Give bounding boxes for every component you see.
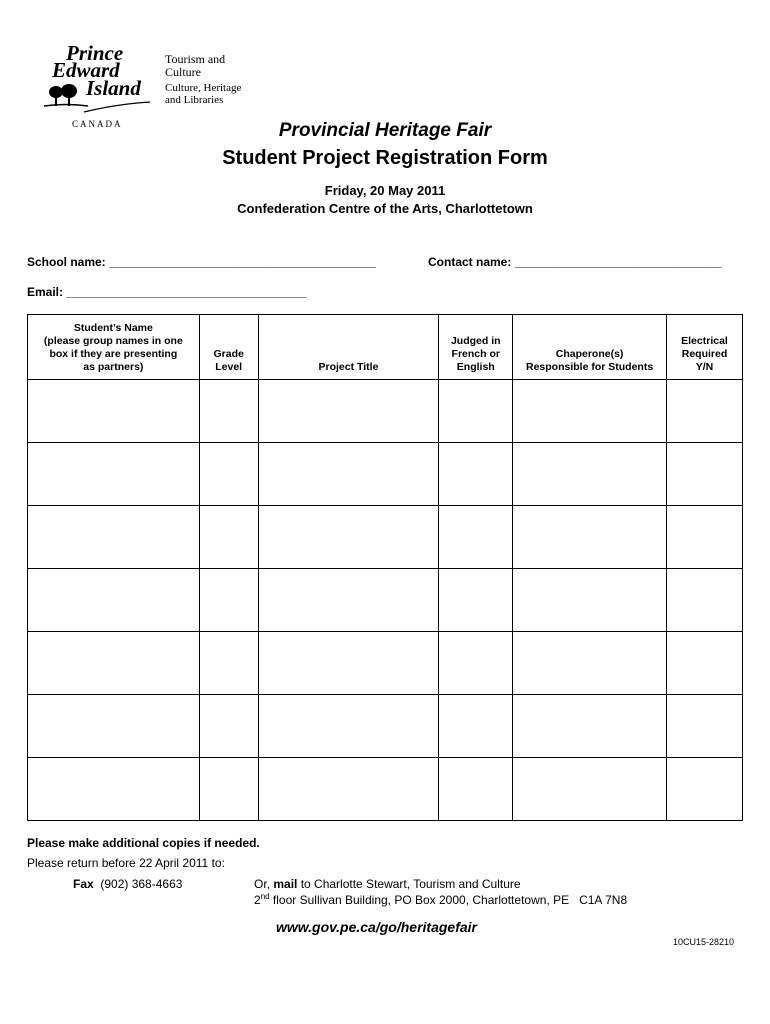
contact-name-blank: _______________________________ — [514, 255, 722, 269]
header-line: Grade — [213, 348, 244, 360]
table-row — [28, 569, 743, 632]
cell-electrical[interactable] — [667, 695, 743, 758]
dept-line-1: Tourism and — [165, 52, 226, 66]
cell-chaperones[interactable] — [513, 632, 667, 695]
event-venue: Confederation Centre of the Arts, Charlottetown — [237, 201, 533, 216]
cell-grade-level[interactable] — [199, 506, 258, 569]
fax-number: (902) 368-4663 — [100, 877, 183, 891]
cell-electrical[interactable] — [667, 443, 743, 506]
cell-judged-language[interactable] — [439, 443, 513, 506]
cell-student-name[interactable] — [28, 695, 200, 758]
address-line — [254, 892, 627, 907]
logo-line-island: Island — [86, 76, 141, 100]
header-line: Required — [681, 348, 728, 360]
cell-electrical[interactable] — [667, 380, 743, 443]
cell-grade-level[interactable] — [199, 443, 258, 506]
cell-project-title[interactable] — [258, 380, 439, 443]
registration-table — [27, 314, 743, 821]
return-note: Please return before 22 April 2011 to: — [27, 856, 225, 870]
page-title: Provincial Heritage Fair — [278, 120, 492, 141]
header-chaperones — [513, 315, 667, 380]
logo-line-prince: Prince — [66, 41, 124, 65]
table-row — [28, 443, 743, 506]
school-name-label: School name: — [27, 255, 106, 269]
email-field[interactable] — [27, 285, 307, 299]
cell-chaperones[interactable] — [513, 758, 667, 821]
header-electrical — [667, 315, 743, 380]
form-code: 10CU15-28210 — [673, 937, 735, 947]
header-line: as partners) — [83, 361, 144, 373]
header-line: Project Title — [318, 361, 379, 373]
cell-electrical[interactable] — [667, 632, 743, 695]
table-row — [28, 380, 743, 443]
header-grade-level — [199, 315, 258, 380]
header-line: Responsible for Students — [526, 361, 654, 373]
header-line: Electrical — [681, 335, 728, 347]
cell-student-name[interactable] — [28, 443, 200, 506]
pei-logo — [42, 41, 152, 132]
or-text: Or, — [254, 877, 274, 891]
header-line: French or — [451, 348, 500, 360]
email-label: Email: — [27, 285, 64, 299]
cell-project-title[interactable] — [258, 758, 439, 821]
header-line: box if they are presenting — [49, 348, 178, 360]
cell-student-name[interactable] — [28, 758, 200, 821]
header-line: English — [456, 361, 495, 373]
logo-swash-icon — [82, 100, 152, 116]
table-row — [28, 632, 743, 695]
cell-project-title[interactable] — [258, 506, 439, 569]
fax-label: Fax — [73, 877, 94, 891]
table-row — [28, 506, 743, 569]
cell-judged-language[interactable] — [439, 695, 513, 758]
table-body — [28, 380, 743, 821]
mail-line — [254, 877, 521, 891]
contact-name-label: Contact name: — [428, 255, 512, 269]
fax-line — [73, 877, 182, 891]
floor-suffix: nd — [260, 892, 270, 901]
school-name-blank: ________________________________________ — [109, 255, 376, 269]
dept-line-3: Culture, Heritage — [165, 82, 242, 94]
table-row — [28, 695, 743, 758]
header-line: Y/N — [695, 361, 714, 373]
cell-grade-level[interactable] — [199, 758, 258, 821]
cell-project-title[interactable] — [258, 443, 439, 506]
cell-electrical[interactable] — [667, 506, 743, 569]
mailing-address: floor Sullivan Building, PO Box 2000, Charlottetown, PE C1A 7N8 — [269, 893, 628, 907]
table-row — [28, 758, 743, 821]
cell-chaperones[interactable] — [513, 506, 667, 569]
cell-chaperones[interactable] — [513, 569, 667, 632]
heritage-fair-link[interactable]: www.gov.pe.ca/go/heritagefair — [276, 919, 477, 935]
cell-judged-language[interactable] — [439, 758, 513, 821]
cell-chaperones[interactable] — [513, 443, 667, 506]
header-line: (please group names in one — [43, 335, 183, 347]
header-line: Level — [215, 361, 243, 373]
cell-judged-language[interactable] — [439, 380, 513, 443]
cell-grade-level[interactable] — [199, 380, 258, 443]
cell-electrical[interactable] — [667, 569, 743, 632]
header-line: Judged in — [450, 335, 501, 347]
dept-line-4: and Libraries — [165, 94, 224, 106]
floor-number: 2 — [254, 893, 261, 907]
cell-student-name[interactable] — [28, 632, 200, 695]
cell-judged-language[interactable] — [439, 569, 513, 632]
cell-grade-level[interactable] — [199, 632, 258, 695]
table-header-row — [28, 315, 743, 380]
cell-project-title[interactable] — [258, 632, 439, 695]
department-block — [165, 53, 241, 106]
cell-grade-level[interactable] — [199, 695, 258, 758]
cell-electrical[interactable] — [667, 758, 743, 821]
dept-line-2: Culture — [165, 65, 201, 79]
logo-line-edward: Edward — [52, 58, 120, 82]
email-blank: ____________________________________ — [66, 285, 307, 299]
header-line: Chaperone(s) — [555, 348, 624, 360]
header-judged-language — [439, 315, 513, 380]
event-date: Friday, 20 May 2011 — [324, 183, 446, 198]
cell-grade-level[interactable] — [199, 569, 258, 632]
header-line: Student’s Name — [73, 322, 153, 334]
cell-student-name[interactable] — [28, 380, 200, 443]
cell-chaperones[interactable] — [513, 380, 667, 443]
cell-judged-language[interactable] — [439, 506, 513, 569]
copies-note: Please make additional copies if needed. — [27, 836, 260, 850]
contact-name-field[interactable] — [428, 255, 722, 269]
header-student-name — [28, 315, 200, 380]
header-project-title — [258, 315, 439, 380]
school-name-field[interactable] — [27, 255, 376, 269]
logo-canada: CANADA — [72, 119, 123, 129]
cell-student-name[interactable] — [28, 569, 200, 632]
cell-project-title[interactable] — [258, 569, 439, 632]
mail-recipient: to Charlotte Stewart, Tourism and Culture — [297, 877, 521, 891]
mail-word: mail — [273, 877, 298, 891]
cell-judged-language[interactable] — [439, 632, 513, 695]
form-title: Student Project Registration Form — [222, 147, 548, 169]
cell-project-title[interactable] — [258, 695, 439, 758]
cell-chaperones[interactable] — [513, 695, 667, 758]
cell-student-name[interactable] — [28, 506, 200, 569]
